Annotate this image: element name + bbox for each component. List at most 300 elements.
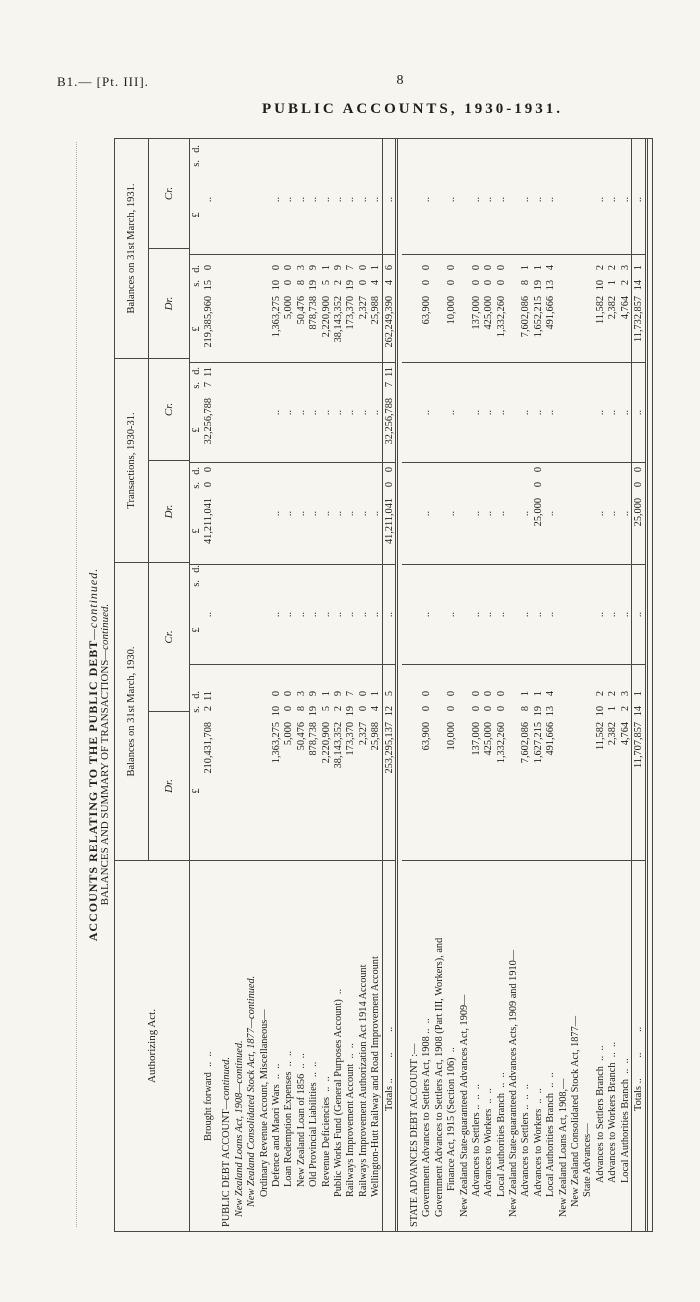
authorizing-act-cell (595, 861, 606, 1231)
shillings-value: 2 (332, 280, 344, 286)
amount-cell: .. (270, 145, 282, 255)
amount-cell: .. (607, 565, 619, 665)
amount-cell (557, 255, 569, 363)
pounds-value: 4,764 (619, 722, 631, 746)
amount-cell: .. (369, 463, 381, 565)
amount-cell: .. (483, 145, 495, 255)
authorizing-act-cell (520, 861, 531, 1231)
amount-cell (582, 665, 594, 861)
row-label: New Zealand State-guaranteed Advances Act, 1909— (458, 994, 470, 1217)
shillings-value: 0 (357, 280, 369, 286)
shillings-value: 19 (308, 706, 320, 717)
section-divider-rule (645, 139, 652, 1231)
amount-cell (520, 255, 532, 363)
amount-cell: .. (283, 145, 295, 255)
shillings-value: 0 (203, 482, 215, 488)
shillings-value: 19 (532, 280, 544, 291)
amount-cell (458, 665, 470, 861)
column-group-transactions (115, 359, 189, 563)
amount-cell (433, 565, 445, 665)
pounds-value: 878,738 (308, 296, 320, 330)
amount-cell (233, 463, 245, 565)
row-label: Revenue Deficiencies .. .. (320, 1076, 332, 1187)
amount-cell (470, 255, 482, 363)
amount-cell (258, 363, 270, 463)
amount-cell: .. (532, 363, 544, 463)
amount-cell (190, 145, 202, 255)
amount-cell: .. (295, 145, 307, 255)
amount-cell (202, 255, 214, 363)
amount-cell (569, 145, 581, 255)
amount-cell: .. (270, 463, 282, 565)
amount-cell (246, 565, 258, 665)
amount-cell: .. (332, 363, 344, 463)
shillings-value: 0 (383, 482, 395, 488)
amount-cell (495, 665, 507, 861)
authorizing-act-cell (345, 861, 356, 1231)
row-label: Local Authorities Branch .. .. (619, 1058, 631, 1183)
pence-value: 4 (545, 691, 557, 697)
row-label: Totals .. .. .. (383, 1026, 395, 1111)
amount-cell (408, 255, 420, 363)
amount-cell: .. (445, 565, 457, 665)
pounds-value: 1,332,260 (495, 296, 507, 338)
amount-cell: .. (520, 363, 532, 463)
pounds-value: 210,431,708 (203, 722, 215, 774)
pounds-value: 10,000 (446, 296, 458, 325)
pence-value: 0 (532, 467, 544, 473)
page-title: PUBLIC ACCOUNTS, 1930-1931. (261, 101, 564, 117)
pence-value: 0 (283, 691, 295, 697)
amount-cell (270, 665, 282, 861)
pence-value: 0 (421, 691, 433, 697)
shillings-value: 0 (421, 280, 433, 286)
amount-cell (507, 665, 519, 861)
amount-cell (233, 665, 245, 861)
pence-value: 1 (632, 265, 644, 271)
shillings-value: 4 (383, 280, 395, 286)
authorizing-act-cell (471, 861, 482, 1231)
shillings-value: 10 (594, 280, 606, 291)
amount-cell: .. (345, 565, 357, 665)
rotated-table-sheet (86, 137, 644, 1232)
amount-cell: .. (470, 363, 482, 463)
pounds-value: 137,000 (470, 296, 482, 330)
shillings-value: s. (190, 160, 202, 167)
amount-cell (408, 363, 420, 463)
pence-value: 0 (203, 265, 215, 271)
amount-cell (246, 463, 258, 565)
amount-cell (190, 565, 202, 665)
pence-value: 1 (370, 691, 382, 697)
authorizing-act-cell (333, 861, 344, 1231)
pence-value: d. (190, 565, 202, 573)
table-heading-row (458, 139, 470, 1231)
shillings-value: 1 (607, 706, 619, 712)
amount-cell: .. (594, 565, 606, 665)
pence-value: 0 (283, 265, 295, 271)
table-heading-row (433, 139, 445, 1231)
amount-cell: .. (520, 145, 532, 255)
amount-cell (569, 665, 581, 861)
amount-cell: .. (357, 463, 369, 565)
shillings-value: 0 (421, 706, 433, 712)
amount-cell (483, 665, 495, 861)
shillings-value: s. (190, 280, 202, 287)
table-heading-row (569, 139, 581, 1231)
row-label: New Zealand Consolidated Stock Act, 1877— (570, 1015, 582, 1207)
table-row (483, 139, 495, 1231)
pence-value: 0 (483, 265, 495, 271)
amount-cell (283, 665, 295, 861)
shillings-value: 8 (520, 706, 532, 712)
pence-value: 3 (295, 691, 307, 697)
pence-value: 9 (308, 265, 320, 271)
pounds-value: 4,764 (619, 296, 631, 320)
amount-cell: .. (421, 363, 433, 463)
amount-cell (233, 565, 245, 665)
authorizing-act-cell (259, 861, 270, 1231)
pounds-value: 50,476 (295, 296, 307, 325)
amount-cell (532, 665, 544, 861)
row-label: Advances to Settlers .. .. .. (520, 1084, 532, 1197)
shillings-value: 8 (295, 706, 307, 712)
table-row (470, 139, 482, 1231)
amount-cell: .. (421, 565, 433, 665)
amount-cell (545, 255, 557, 363)
subheader-cr: Cr. (149, 359, 189, 461)
authorizing-act-cell (308, 861, 319, 1231)
amount-cell (233, 145, 245, 255)
amount-cell (433, 255, 445, 363)
pence-value: 9 (308, 691, 320, 697)
pounds-value: 38,143,352 (332, 722, 344, 769)
amount-cell: .. (357, 145, 369, 255)
pounds-value: £ (190, 528, 202, 534)
subheader-dr: Dr. (163, 504, 175, 519)
pounds-value: 10,000 (446, 722, 458, 751)
amount-cell (632, 463, 644, 565)
shillings-value: s. (190, 706, 202, 713)
amount-cell (246, 363, 258, 463)
pounds-value: 2,382 (607, 722, 619, 746)
amount-cell (190, 463, 202, 565)
row-label: STATE ADVANCES DEBT ACCOUNT :— (408, 1043, 420, 1227)
column-header-authorizing-act: Authorizing Act. (146, 1009, 158, 1083)
amount-cell: .. (202, 145, 214, 255)
table-subtitle (100, 207, 111, 1302)
authorizing-act-cell (496, 861, 507, 1231)
table-subtitle-continued: —continued. (99, 603, 111, 660)
authorizing-act-cell (409, 861, 420, 1231)
amount-cell: .. (532, 565, 544, 665)
pence-value: 0 (632, 467, 644, 473)
shillings-value: 5 (320, 280, 332, 286)
pounds-value: £ (190, 788, 202, 794)
table-row (369, 139, 381, 1231)
row-label: Advances to Workers Branch .. .. (607, 1041, 619, 1183)
pounds-value: 491,666 (545, 296, 557, 330)
amount-cell: .. (202, 565, 214, 665)
table-subtitle-text: BALANCES AND SUMMARY OF TRANSACTIONS (99, 659, 111, 906)
table-row (532, 139, 544, 1231)
authorizing-act-cell (434, 861, 445, 1231)
amount-cell (507, 255, 519, 363)
pounds-value: 253,295,137 (383, 722, 395, 774)
amount-cell: .. (383, 145, 395, 255)
pounds-value: 219,385,960 (203, 296, 215, 348)
amount-cell: .. (295, 565, 307, 665)
pence-value: 2 (607, 691, 619, 697)
amount-cell (383, 363, 395, 463)
table-row (445, 139, 457, 1231)
amount-cell (532, 255, 544, 363)
table-row (308, 139, 320, 1231)
shillings-value: 13 (545, 280, 557, 291)
amount-cell: .. (619, 565, 631, 665)
shillings-value: 14 (632, 706, 644, 717)
pence-value: 0 (470, 691, 482, 697)
pounds-value: 425,000 (483, 722, 495, 756)
amount-cell: .. (332, 565, 344, 665)
row-label: Finance Act, 1915 (Section 106) .. (446, 1047, 458, 1191)
amount-cell (221, 255, 233, 363)
authorizing-act-cell (633, 861, 644, 1231)
amount-cell (582, 463, 594, 565)
amount-cell (557, 363, 569, 463)
pence-value: 1 (320, 265, 332, 271)
amount-cell: .. (594, 145, 606, 255)
amount-cell: .. (308, 363, 320, 463)
amount-cell: .. (295, 463, 307, 565)
amount-cell (582, 363, 594, 463)
pounds-value: 5,000 (283, 722, 295, 746)
pence-value: 0 (271, 691, 283, 697)
pounds-value: 63,900 (421, 722, 433, 751)
pounds-value: 2,220,900 (320, 722, 332, 764)
authorizing-act-cell (370, 861, 381, 1231)
table-row (283, 139, 295, 1231)
pence-value: 11 (203, 367, 215, 377)
table-heading-row (408, 139, 420, 1231)
pence-value: 7 (345, 265, 357, 271)
amount-cell: .. (619, 463, 631, 565)
shillings-value: s. (190, 580, 202, 587)
amount-cell (383, 665, 395, 861)
amount-cell: .. (619, 363, 631, 463)
table-heading-row (582, 139, 594, 1231)
amount-cell: .. (320, 565, 332, 665)
amount-cell: .. (495, 363, 507, 463)
pence-value: d. (190, 265, 202, 273)
amount-cell (332, 665, 344, 861)
pounds-value: 63,900 (421, 296, 433, 325)
amount-cell (202, 665, 214, 861)
pounds-value: 173,370 (345, 722, 357, 756)
authorizing-act-cell (384, 861, 395, 1231)
pence-value: 0 (357, 265, 369, 271)
authorizing-act-cell (421, 861, 432, 1231)
authorizing-act-cell (533, 861, 544, 1231)
pounds-value: £ (190, 326, 202, 332)
row-label: Railways Improvement Account .. .. (345, 1043, 357, 1197)
amount-cell (507, 363, 519, 463)
shillings-value: 19 (345, 280, 357, 291)
authorizing-act-cell (459, 861, 470, 1231)
pence-value: 1 (370, 265, 382, 271)
binding-margin-rule (76, 142, 77, 1227)
shillings-value: 7 (383, 382, 395, 388)
authorizing-act-cell (570, 861, 581, 1231)
shillings-value: 0 (495, 706, 507, 712)
authorizing-act-cell (446, 861, 457, 1231)
pounds-value: 262,249,390 (383, 296, 395, 348)
amount-cell (582, 255, 594, 363)
table-title-text: ACCOUNTS RELATING TO THE PUBLIC DEBT (86, 639, 100, 942)
pence-value: 0 (271, 265, 283, 271)
pounds-value: £ (190, 427, 202, 433)
subheader-cr: Cr. (149, 563, 189, 712)
row-label: Railways Improvement Authorization Act 1914 Account (357, 964, 369, 1197)
pence-value: 1 (532, 265, 544, 271)
amount-cell: .. (283, 565, 295, 665)
row-label: Government Advances to Settlers Act, 1908 (Part III, Workers), and (433, 937, 445, 1217)
pounds-value: 2,327 (357, 296, 369, 320)
amount-cell: .. (369, 145, 381, 255)
table-row (594, 139, 606, 1231)
row-label: Advances to Workers .. .. (483, 1088, 495, 1197)
amount-cell: .. (345, 145, 357, 255)
pounds-value: 5,000 (283, 296, 295, 320)
amount-cell: .. (445, 145, 457, 255)
pence-value: 1 (532, 691, 544, 697)
amount-cell: .. (369, 565, 381, 665)
amount-cell: .. (320, 363, 332, 463)
shillings-value: 5 (320, 706, 332, 712)
amount-cell (408, 463, 420, 565)
pounds-value: 11,732,857 (632, 296, 644, 342)
authorizing-act-cell (545, 861, 556, 1231)
amount-cell (221, 565, 233, 665)
amount-cell (202, 463, 214, 565)
amount-cell: .. (332, 145, 344, 255)
table-heading-row (233, 139, 245, 1231)
amount-cell (221, 363, 233, 463)
row-label-continued: —continued. (221, 1056, 233, 1110)
table-header (115, 139, 190, 1231)
amount-cell (295, 255, 307, 363)
pence-value: 2 (594, 691, 606, 697)
amount-cell (445, 255, 457, 363)
amount-cell (458, 145, 470, 255)
group-label: Balances on 31st March, 1930. (115, 563, 149, 860)
pounds-value: 137,000 (470, 722, 482, 756)
pounds-value: 11,582 (594, 296, 606, 324)
amount-cell: .. (470, 145, 482, 255)
row-label: Advances to Settlers Branch .. .. (594, 1045, 606, 1183)
table-row (495, 139, 507, 1231)
row-label: Government Advances to Settlers Act, 1908 .. .. (421, 1018, 433, 1217)
amount-cell (369, 665, 381, 861)
row-label: Loan Redemption Expenses .. .. (283, 1050, 295, 1187)
authorizing-act-cell (321, 861, 332, 1231)
amount-cell (445, 665, 457, 861)
amount-cell (458, 463, 470, 565)
amount-cell: .. (495, 463, 507, 565)
pence-value: 0 (483, 691, 495, 697)
pounds-value: 41,211,041 (383, 498, 395, 544)
table-title-continued: —continued. (86, 567, 100, 640)
amount-cell: .. (632, 363, 644, 463)
shillings-value: 2 (332, 706, 344, 712)
pounds-value: 25,000 (532, 498, 544, 527)
row-label: Wellington-Hutt Railway and Road Improvement Account (370, 956, 382, 1197)
authorizing-act-cell (296, 861, 307, 1231)
amount-cell (221, 463, 233, 565)
pence-value: 0 (495, 691, 507, 697)
authorizing-act-cell (191, 861, 202, 1231)
amount-cell: .. (619, 145, 631, 255)
shillings-value: 7 (203, 382, 215, 388)
table-row (520, 139, 532, 1231)
amount-cell (233, 363, 245, 463)
authorizing-act-cell (358, 861, 369, 1231)
pence-value: 11 (383, 367, 395, 377)
amount-cell (295, 665, 307, 861)
pounds-value: 2,220,900 (320, 296, 332, 338)
authorizing-act-cell (483, 861, 494, 1231)
row-label: New Zealand Loan of 1856 .. .. (295, 1053, 307, 1187)
authorizing-act-cell (246, 861, 257, 1231)
amount-cell: .. (345, 463, 357, 565)
amount-cell (433, 145, 445, 255)
pence-value: 11 (203, 691, 215, 701)
table-row (382, 139, 395, 1231)
pence-value: 0 (203, 467, 215, 473)
amount-cell: .. (520, 565, 532, 665)
table-row (421, 139, 433, 1231)
pounds-value: 1,363,275 (271, 296, 283, 338)
pence-value: 0 (495, 265, 507, 271)
pence-value: 1 (520, 691, 532, 697)
shillings-value: 13 (545, 706, 557, 717)
amount-cell (221, 665, 233, 861)
amount-cell (594, 255, 606, 363)
amount-cell: .. (607, 463, 619, 565)
table-row (607, 139, 619, 1231)
authorizing-act-cell (234, 861, 245, 1231)
amount-cell (258, 565, 270, 665)
pence-value: 7 (345, 691, 357, 697)
amount-cell (557, 145, 569, 255)
pence-value: 1 (632, 691, 644, 697)
pence-value: 3 (619, 691, 631, 697)
table-body (190, 139, 652, 1231)
shillings-value: 10 (271, 706, 283, 717)
pounds-value: 7,602,086 (520, 722, 532, 764)
amount-cell (308, 665, 320, 861)
shillings-value: 19 (532, 706, 544, 717)
amount-cell (246, 255, 258, 363)
pounds-value: 11,582 (594, 722, 606, 750)
row-label: Brought forward .. .. (203, 1051, 215, 1141)
pence-value: 4 (545, 265, 557, 271)
amount-cell: .. (283, 363, 295, 463)
amount-cell (632, 255, 644, 363)
amount-cell: .. (445, 463, 457, 565)
table-heading-row (258, 139, 270, 1231)
amount-cell: .. (270, 565, 282, 665)
